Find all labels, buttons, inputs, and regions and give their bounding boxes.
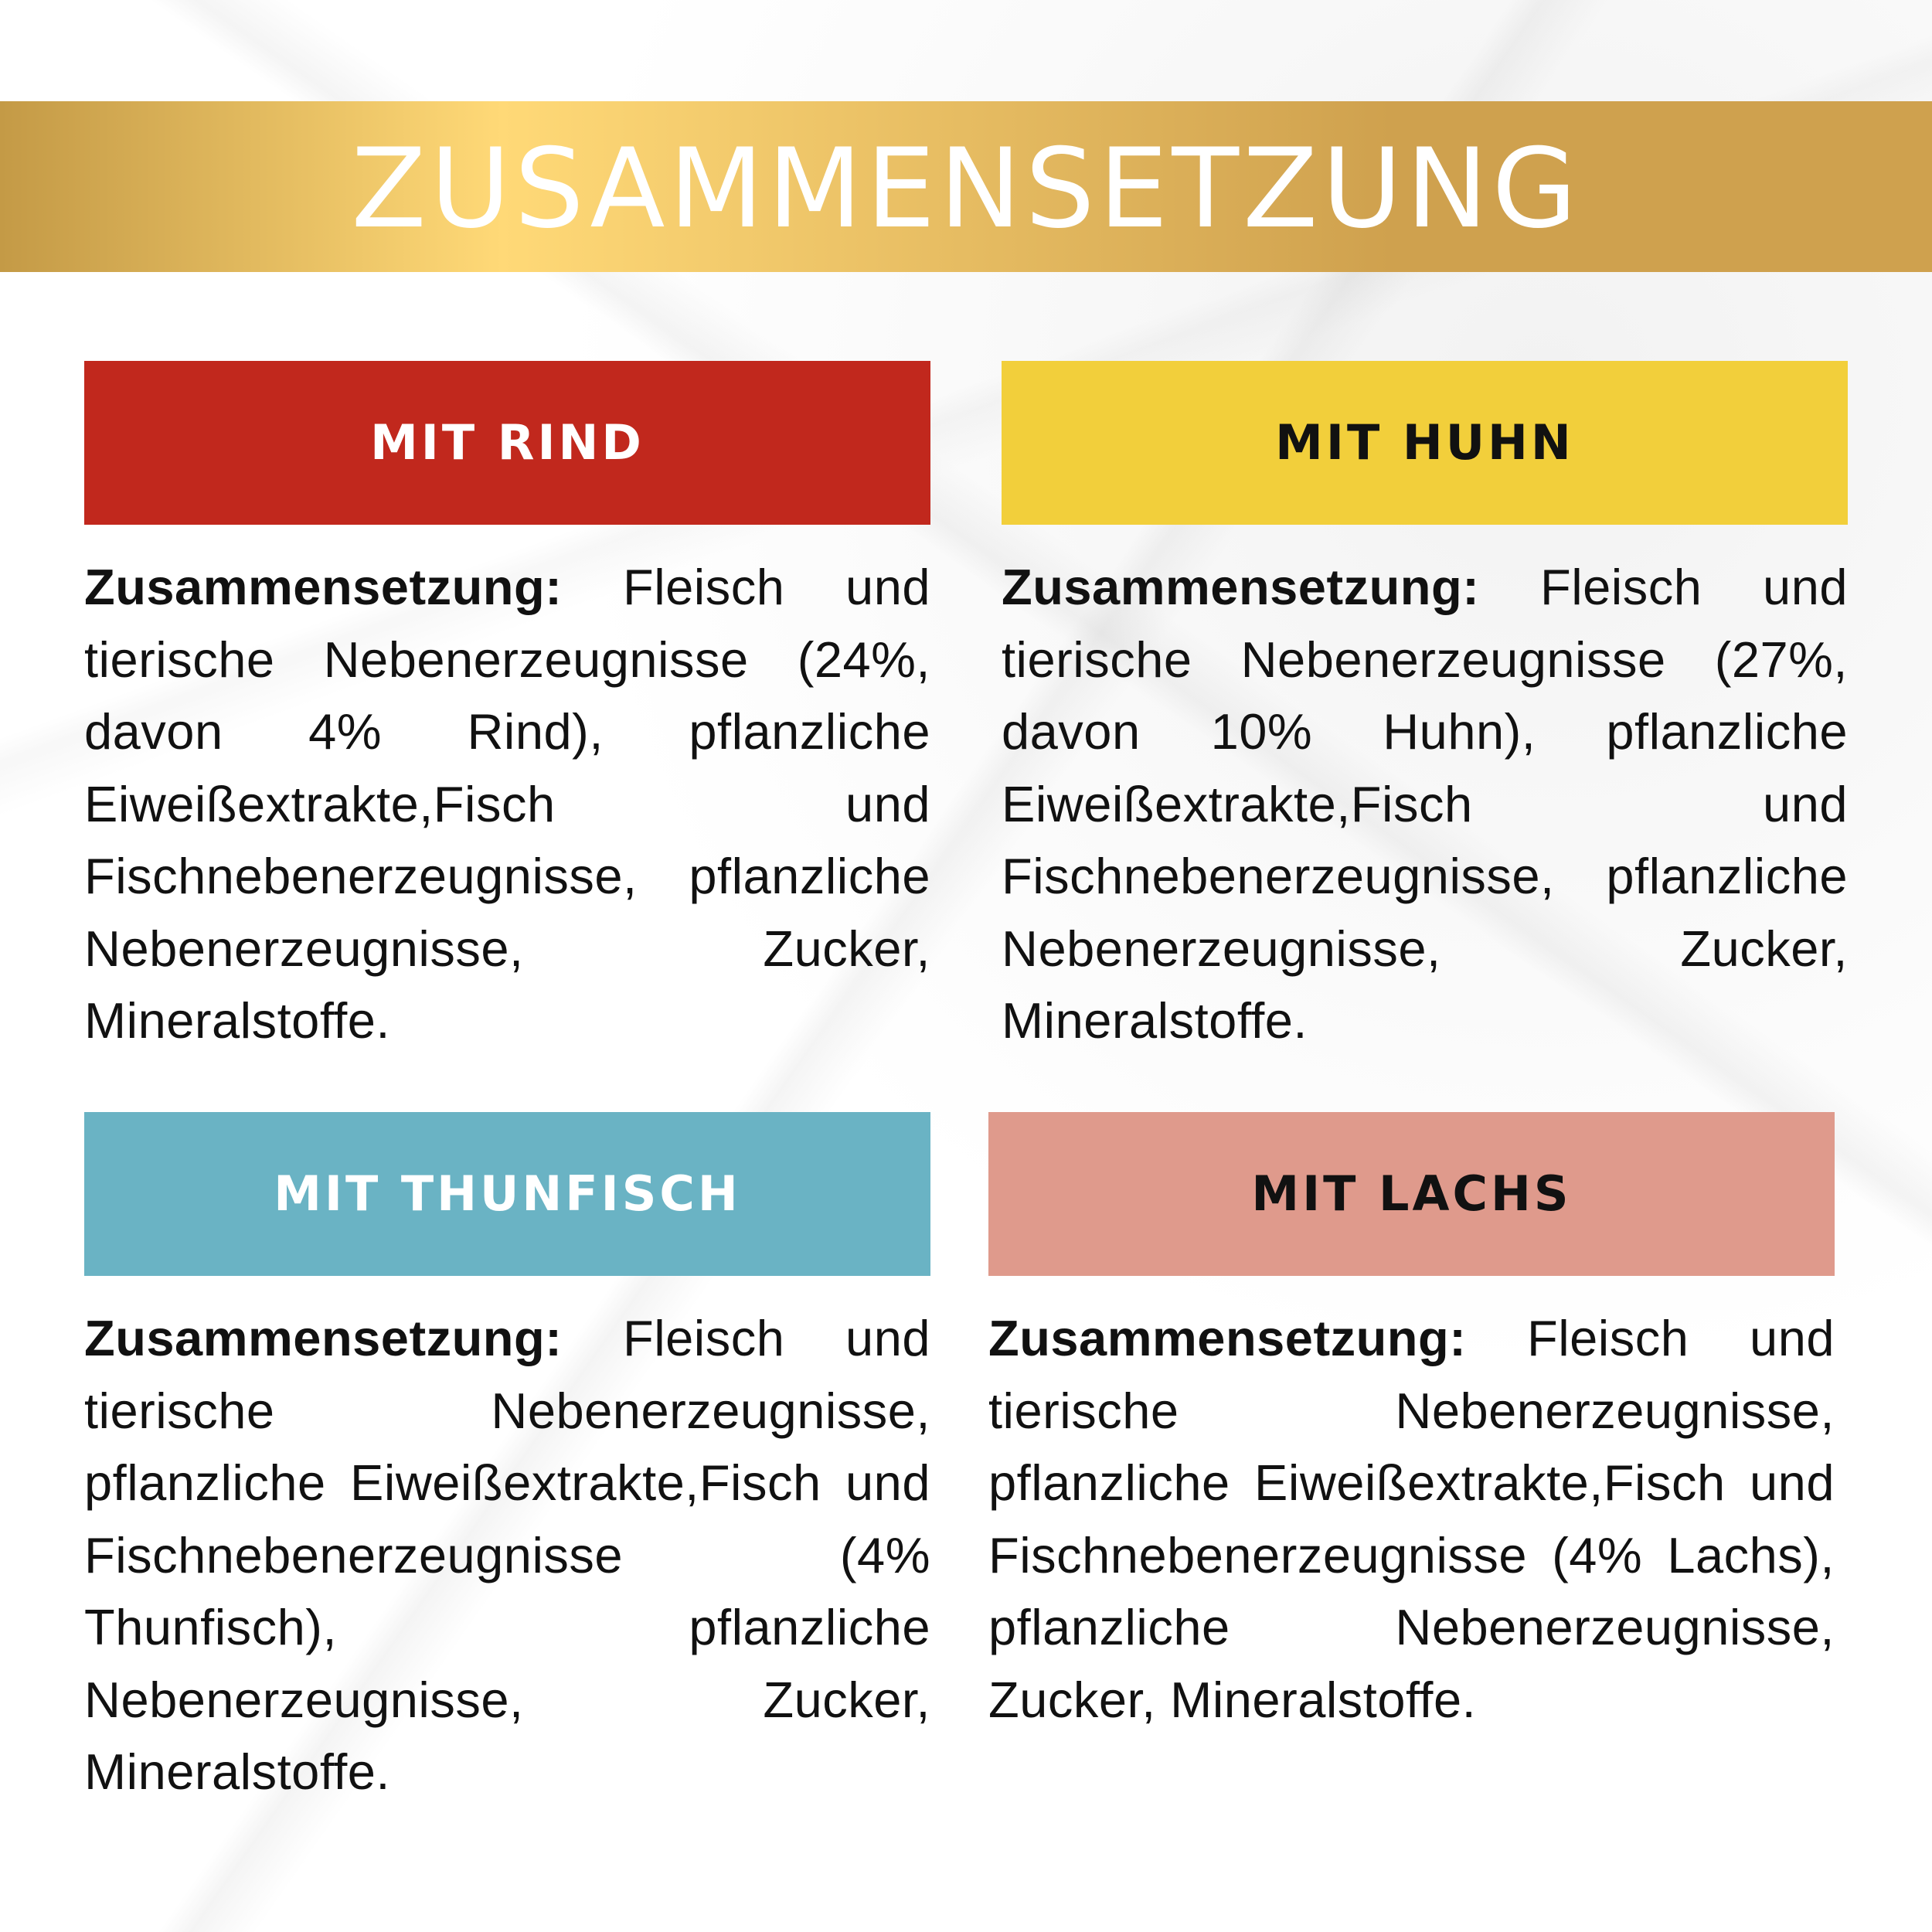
- section-body-huhn: Fleisch und tierische Nebenerzeugnisse (27%, davon 10% Huhn), pflanzliche Eiweißextrakte,Fisch und Fischnebenerzeugnisse, pflanzliche Nebenerzeugnisse, Zucker, Mineralstoffe.: [1002, 559, 1848, 1049]
- section-header-thunfisch: [84, 1112, 930, 1276]
- section-body-lachs: Fleisch und tierische Nebenerzeugnisse, pflanzliche Eiweißextrakte,Fisch und Fischnebenerzeugnisse (4% Lachs), pflanzliche Nebenerzeugnisse, Zucker, Mineralstoffe.: [988, 1310, 1835, 1728]
- section-header-huhn: [1002, 361, 1848, 525]
- section-text-huhn: [1002, 551, 1848, 1057]
- section-header-rind: [84, 361, 930, 525]
- section-lead-rind: Zusammensetzung:: [84, 559, 563, 615]
- section-label-thunfisch: MIT THUNFISCH: [274, 1165, 741, 1222]
- section-text-thunfisch: [84, 1302, 930, 1808]
- section-label-lachs: MIT LACHS: [1251, 1165, 1572, 1222]
- section-lead-lachs: Zusammensetzung:: [988, 1310, 1467, 1366]
- section-lead-huhn: Zusammensetzung:: [1002, 559, 1480, 615]
- section-label-huhn: MIT HUHN: [1275, 414, 1574, 471]
- title-banner: [0, 101, 1932, 272]
- section-rind: [84, 361, 930, 1057]
- section-lead-thunfisch: Zusammensetzung:: [84, 1310, 563, 1366]
- section-label-rind: MIT RIND: [370, 414, 645, 471]
- section-text-rind: [84, 551, 930, 1057]
- section-thunfisch: [84, 1112, 930, 1808]
- banner-title: ZUSAMMENSETZUNG: [351, 124, 1581, 253]
- section-body-rind: Fleisch und tierische Nebenerzeugnisse (24%, davon 4% Rind), pflanzliche Eiweißextrakte,Fisch und Fischnebenerzeugnisse, pflanzliche Nebenerzeugnisse, Zucker, Mineralstoffe.: [84, 559, 930, 1049]
- section-header-lachs: [988, 1112, 1835, 1276]
- section-lachs: [988, 1112, 1835, 1736]
- section-huhn: [1002, 361, 1848, 1057]
- section-body-thunfisch: Fleisch und tierische Nebenerzeugnisse, pflanzliche Eiweißextrakte,Fisch und Fischnebenerzeugnisse (4% Thunfisch), pflanzliche Nebenerzeugnisse, Zucker, Mineralstoffe.: [84, 1310, 930, 1800]
- section-text-lachs: [988, 1302, 1835, 1736]
